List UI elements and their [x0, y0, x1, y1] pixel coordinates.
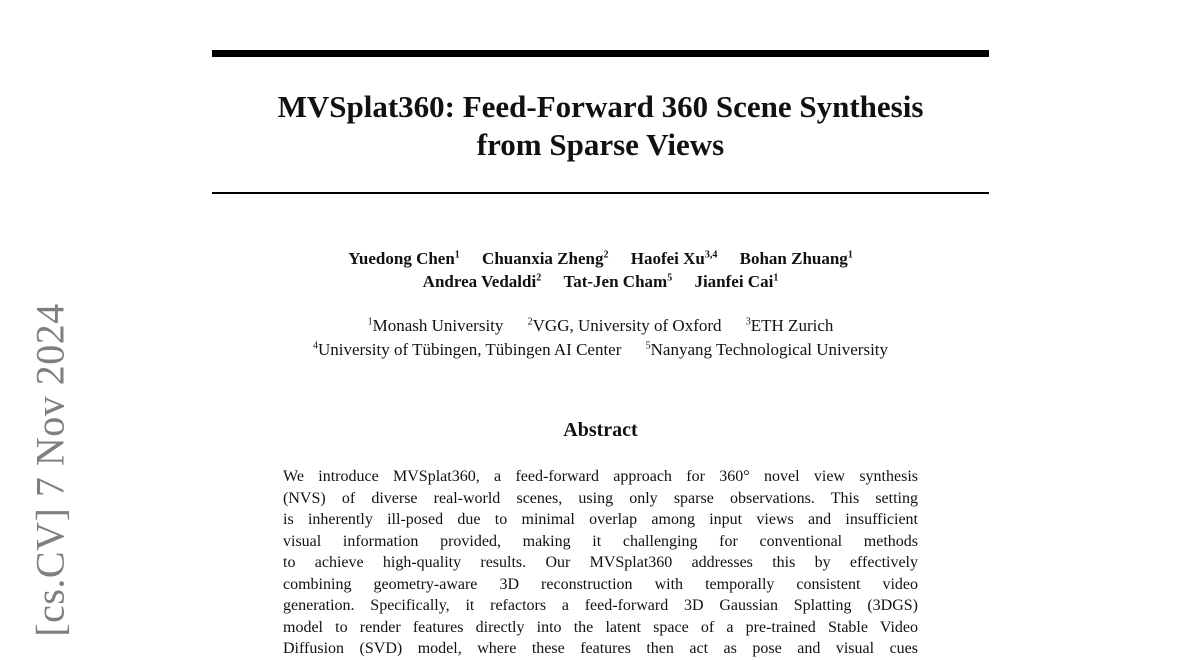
top-rule — [212, 50, 989, 57]
affiliation: $^4$University of Tübingen, Tübingen AI Center — [312, 340, 622, 359]
abstract-line: model to render features directly into the latent space of a pre-trained Stable Video — [283, 618, 918, 636]
author: Chuanxia Zheng$^2$ — [482, 249, 609, 268]
abstract-line: is inherently ill-posed due to minimal overlap among input views and insufficient — [283, 511, 918, 528]
author: Yuedong Chen$^1$ — [348, 249, 460, 268]
arxiv-stamp-text: [cs.CV] 7 Nov 2024 — [27, 303, 73, 637]
title-line-2: from Sparse Views — [476, 127, 725, 162]
author-list — [212, 247, 989, 293]
abstract-line: generation. Specifically, it refactors a feed-forward 3D Gaussian Splatting (3DGS) — [283, 597, 918, 614]
affiliation: $^3$ETH Zurich — [745, 316, 834, 335]
author: Tat-Jen Cham$^5$ — [563, 272, 673, 291]
title-line-1: MVSplat360: Feed-Forward 360 Scene Synthesis — [277, 89, 924, 124]
abstract-line: combining geometry-aware 3D reconstruction with temporally consistent video — [283, 575, 918, 593]
affiliation-row-2 — [212, 338, 989, 362]
author: Andrea Vedaldi$^2$ — [422, 272, 542, 291]
affiliation-list — [212, 314, 989, 362]
affiliation: $^1$Monash University — [367, 316, 504, 335]
abstract-line: Diffusion (SVD) model, where these features then act as pose and visual cues — [283, 640, 918, 657]
author-row-2 — [212, 270, 989, 293]
paper-title — [212, 88, 989, 164]
affiliation: $^5$Nanyang Technological University — [645, 340, 889, 359]
abstract-line: visual information provided, making it challenging for conventional methods — [283, 532, 918, 550]
abstract-line: We introduce MVSplat360, a feed-forward approach for 360° novel view synthesis — [283, 468, 918, 485]
abstract-line: (NVS) of diverse real-world scenes, using only sparse observations. This setting — [283, 489, 918, 507]
abstract-heading: Abstract — [563, 419, 638, 441]
author-row-1 — [212, 247, 989, 270]
title-rule — [212, 192, 989, 194]
affiliation: $^2$VGG, University of Oxford — [527, 316, 722, 335]
author: Jianfei Cai$^1$ — [694, 272, 779, 291]
author: Haofei Xu$^{3,4}$ — [630, 249, 718, 268]
affiliation-row-1 — [212, 314, 989, 338]
abstract-body — [283, 466, 918, 660]
author: Bohan Zhuang$^1$ — [739, 249, 853, 268]
abstract-line: to achieve high-quality results. Our MVSplat360 addresses this by effectively — [283, 554, 918, 571]
